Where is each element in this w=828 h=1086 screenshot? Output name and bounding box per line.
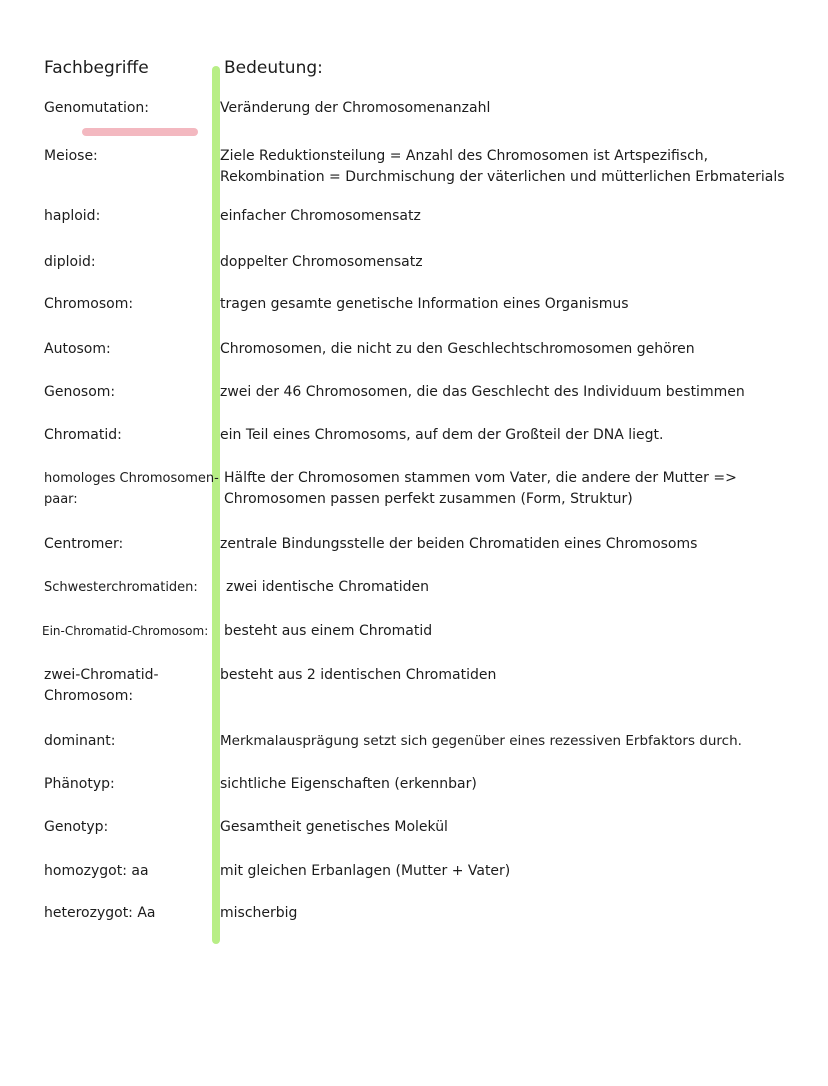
term-label: Centromer: xyxy=(44,536,124,552)
term-label: haploid: xyxy=(44,208,101,224)
meaning-text: doppelter Chromosomensatz xyxy=(220,254,423,270)
meaning-text: mit gleichen Erbanlagen (Mutter + Vater) xyxy=(220,863,511,879)
term-label: Genomutation: xyxy=(44,100,150,116)
meaning-text: Chromosomen, die nicht zu den Geschlechtschromosomen gehören xyxy=(220,341,695,357)
meaning-column-title: Bedeutung: xyxy=(224,58,323,78)
term-label: Phänotyp: xyxy=(44,776,115,792)
meaning-text: Hälfte der Chromosomen stammen vom Vater, die andere der Mutter => Chromosomen passen perfekt zusammen (Form, Struktur) xyxy=(224,470,737,507)
meaning-text: zwei der 46 Chromosomen, die das Geschlecht des Individuum bestimmen xyxy=(220,384,745,400)
meaning-text: einfacher Chromosomensatz xyxy=(220,208,421,224)
term-column-title: Fachbegriffe xyxy=(44,58,149,78)
term-label: Genosom: xyxy=(44,384,116,400)
meaning-text: Merkmalausprägung setzt sich gegenüber eines rezessiven Erbfaktors durch. xyxy=(220,733,742,749)
meaning-text: zwei identische Chromatiden xyxy=(226,579,429,595)
term-label: heterozygot: Aa xyxy=(44,905,156,921)
term-label: Chromosom: xyxy=(44,296,134,312)
meaning-text: Veränderung der Chromosomenanzahl xyxy=(220,100,491,116)
meaning-text: Ziele Reduktionsteilung = Anzahl des Chromosomen ist Artspezifisch, Rekombination = Durchmischung der väterlichen und mütterlichen Erbmaterials xyxy=(220,148,785,185)
meaning-text: tragen gesamte genetische Information eines Organismus xyxy=(220,296,629,312)
meaning-text: ein Teil eines Chromosoms, auf dem der Großteil der DNA liegt. xyxy=(220,427,664,443)
meaning-text: zentrale Bindungsstelle der beiden Chromatiden eines Chromosoms xyxy=(220,536,698,552)
pink-highlight-underline xyxy=(82,128,198,136)
term-label: Chromatid: xyxy=(44,427,122,443)
term-label: zwei-Chromatid- Chromosom: xyxy=(44,667,159,704)
term-label: homozygot: aa xyxy=(44,863,149,879)
meaning-text: Gesamtheit genetisches Molekül xyxy=(220,819,448,835)
meaning-text: besteht aus einem Chromatid xyxy=(224,623,433,639)
term-label: Schwesterchromatiden: xyxy=(44,580,198,595)
meaning-text: mischerbig xyxy=(220,905,298,921)
term-label: Meiose: xyxy=(44,148,98,164)
term-label: Ein-Chromatid-Chromosom: xyxy=(42,624,209,638)
term-column-header xyxy=(44,58,149,78)
meaning-text: besteht aus 2 identischen Chromatiden xyxy=(220,667,497,683)
term-label: diploid: xyxy=(44,254,96,270)
term-label: Autosom: xyxy=(44,341,111,357)
term-label: Genotyp: xyxy=(44,819,109,835)
term-label: dominant: xyxy=(44,733,116,749)
meaning-text: sichtliche Eigenschaften (erkennbar) xyxy=(220,776,477,792)
term-label: homologes Chromosomen- paar: xyxy=(44,471,219,507)
